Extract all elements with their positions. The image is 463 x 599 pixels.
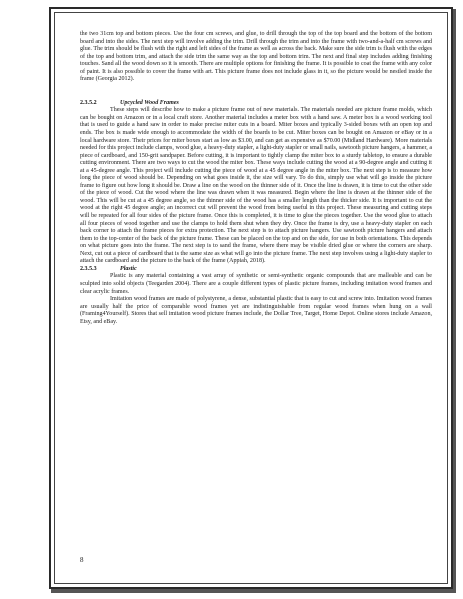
- page-border-shadow-right: [453, 9, 456, 593]
- section-title: Upcycled Wood Frames: [120, 99, 179, 106]
- paragraph-imitation-wood-frames: Imitation wood frames are made of polystyrene, a dense, substantial plastic that is easy to cut and screw into. Imitation wood frames are usually half the price of comparable wood frames yet are indistinguishable from regular wood frames when hung on a wall (Framing4Yourself). Stores that sell imitation wood picture frames include, the Dollar Tree, Target, Home Depot. Online stores include Amazon, Etsy, and eBay.: [80, 296, 432, 325]
- section-number: 2.3.5.2: [80, 99, 97, 106]
- section-title: Plastic: [120, 265, 137, 272]
- page-border-shadow-bottom: [51, 589, 455, 593]
- paragraph-plastic-definition: Plastic is any material containing a vast array of synthetic or semi-synthetic organic compounds that are malleable and can be sculpted into solid objects (Teegarden 2004). There are a couple different types of plastic picture frames, including imitation wood frames and clear acrylic frames.: [80, 273, 432, 295]
- page-number: 8: [80, 556, 84, 564]
- section-number: 2.3.5.3: [80, 265, 97, 272]
- page-content: [80, 31, 432, 326]
- paragraph-upcycled-wood-steps: These steps will describe how to make a picture frame out of new materials. The materials needed are picture frame molds, which can be bought on Amazon or in a local craft store. Another material includes a meter box with a hand saw. A meter box is a wood working tool that is used to guide a hand saw in order to make precise miter cuts in a board. Miter boxes and typically 3-sided boxes with an open top and ends. The box is made wide enough to accommodate the width of the boards to be cut. Miter boxes can be bought on Amazon or eBay or in a local hardware store. Their prices for miter boxes start as low as $3.00, and can get as expensive as $70.00 (Midland Hardware). More materials needed for this project include clamps, wood glue, a heavy-duty stapler, a light-duty stapler or small nails, sawtooth picture hangers, a hammer, a piece of cardboard, and 150-grit sandpaper. Before cutting, it is important to tightly clamp the miter box to a sturdy tabletop, to ensure a durable cutting environment. There are two ways to cut the wood the miter box. These ways include cutting the wood at a 90-degree angle and cutting it at a 45-degree angle. This project will include cutting the piece of wood at a 45 degree angle in the miter box. The next step is to measure how long the piece of wood should be. Depending on what goes inside it, the size will vary. To do this, simply use what will go inside the picture frame to figure out how long it should be. Draw a line on the wood on the thinner side of it. Once the line is drawn, it is time to cut the other side of the piece of wood. Cut the wood where the line was drawn when it was measured. Begin where the line is drawn at the thinner side of the wood. This will be cut at a 45 degree angle, so the thinner side of the wood has a smaller length than the thicker side. It is important to cut the wood at the right 45 degree angle; an incorrect cut will prevent the wood from being useful in this project. These measuring and cutting steps will be repeated for all four sides of the picture frame. Once this is completed, it is time to glue the pieces together. Use the wood glue to attach all four pieces of wood together and use the clamps to hold them shut when they dry. Once the frame is dry, use a heavy-duty stapler on each back corner to attach the frame pieces for extra protection. The next step is to attach picture hangers. Use sawtooth picture hangers and attach them to the top-center of the back of the picture frame. These can be placed on the top and on the side, for use in both orientations. This depends on what picture goes into the frame. The next step is to sand the frame, where there may be visible dried glue or where the corners are sharp. Next, cut out a piece of cardboard that is the same size as what will go into the picture frame. The next step involves using a light-duty stapler to attach the cardboard and the picture to the back of the frame (Appiah, 2018).: [80, 107, 432, 265]
- paragraph-trim-and-finishing: the two 31cm top and bottom pieces. Use the four cm screws, and glue, to drill through the top of the top board and the bottom of the bottom board and into the sides. The next step will involve adding the trim. Drill through the trim and into the frame with two-and-a-half cm screws and glue. The trim should be flush with the right and left sides of the frame as well as across the back. Make sure the side trim is flush with the edges of the top and bottom trim, and attach the side trim the same way as the top and bottom trim. The next and final step includes adding finishing touches. Sand all the wood down so it is smooth. There are multiple options for finishing the frame. It is possible to coat the frame with any color of paint. It is also possible to cover the frame with art. This picture frame does not include glass in it, so the picture would be nestled inside the frame (Georgia 2012).: [80, 31, 432, 83]
